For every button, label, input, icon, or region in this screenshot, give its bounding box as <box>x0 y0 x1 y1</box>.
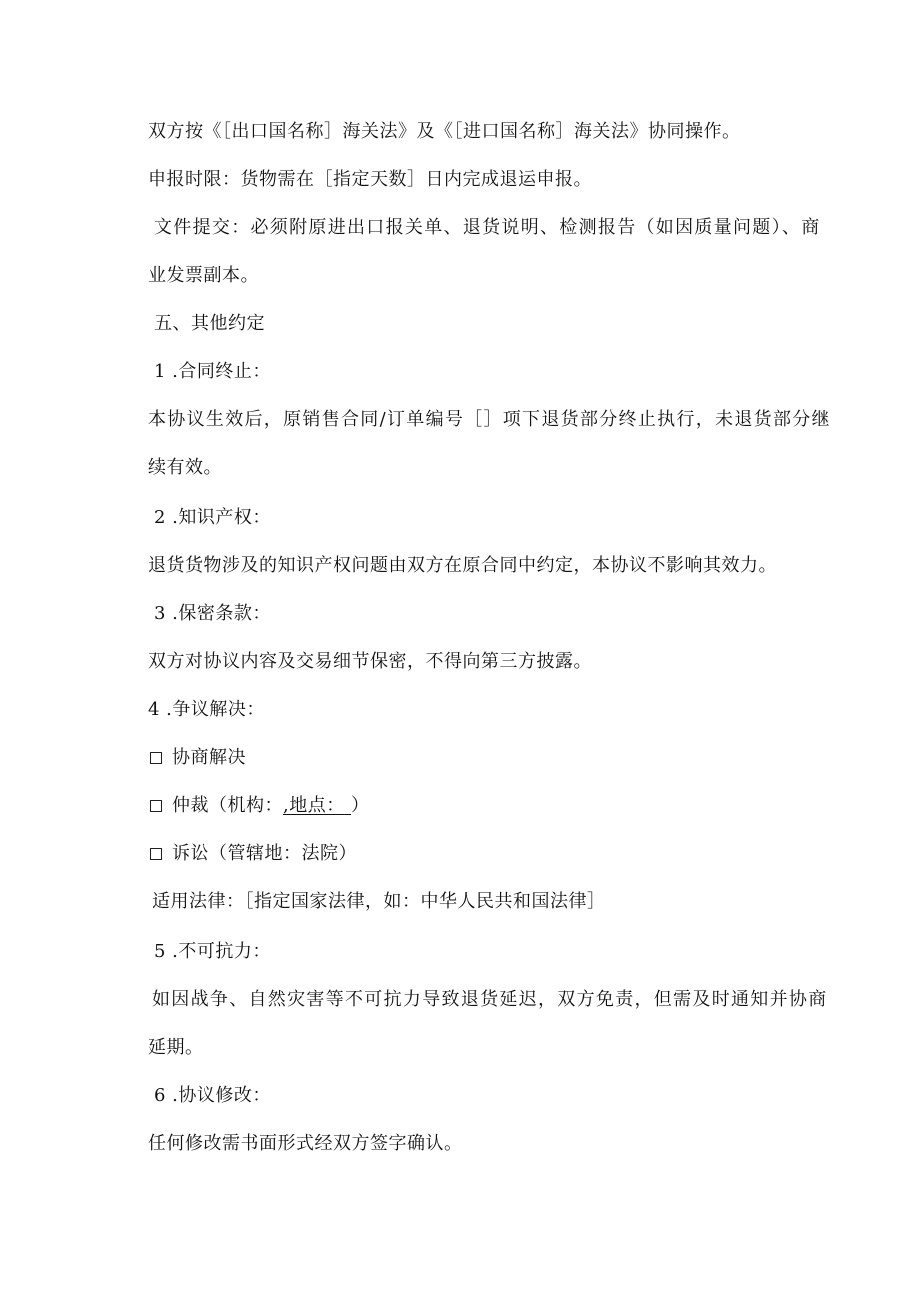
clause-heading-dispute: 4 .争议解决： <box>148 699 265 720</box>
checkbox-negotiation[interactable] <box>150 752 162 764</box>
option-label-litigation: 诉讼（管辖地：法院） <box>172 843 357 864</box>
checkbox-litigation[interactable] <box>150 848 162 860</box>
checkbox-arbitration[interactable] <box>150 800 162 812</box>
paragraph-confidentiality: 双方对协议内容及交易细节保密，不得向第三方披露。 <box>148 651 592 672</box>
section-heading-other-agreements: 五、其他约定 <box>154 313 265 334</box>
dispute-option-arbitration <box>150 794 369 818</box>
arbitration-location-blank: ,地点： <box>283 795 345 816</box>
paragraph-ip: 退货货物涉及的知识产权问题由双方在原合同中约定，本协议不影响其效力。 <box>148 555 777 576</box>
paragraph-customs-law: 双方按《［出口国名称］海关法》及《［进口国名称］海关法》协同操作。 <box>148 121 741 142</box>
dispute-option-litigation <box>150 842 357 866</box>
clause-heading-ip: 2 .知识产权： <box>154 507 271 528</box>
clause-heading-confidentiality: 3 .保密条款： <box>154 603 271 624</box>
paragraph-termination-line1: 本协议生效后，原销售合同/订单编号［］项下退货部分终止执行，未退货部分继 <box>148 409 831 430</box>
paragraph-documents-line1: 文件提交：必须附原进出口报关单、退货说明、检测报告（如因质量问题）、商 <box>154 217 821 238</box>
paragraph-amendment: 任何修改需书面形式经双方签字确认。 <box>148 1133 463 1154</box>
clause-heading-amendment: 6 .协议修改： <box>154 1085 271 1106</box>
option-label-negotiation: 协商解决 <box>172 747 246 768</box>
option-label-arbitration-suffix: ） <box>350 795 370 816</box>
dispute-option-negotiation <box>150 746 246 770</box>
clause-heading-termination: 1 .合同终止： <box>154 361 271 382</box>
paragraph-documents-line2: 业发票副本。 <box>148 265 259 286</box>
option-label-arbitration-prefix: 仲裁（机构： <box>172 795 283 816</box>
paragraph-governing-law: 适用法律：［指定国家法律，如：中华人民共和国法律］ <box>152 891 606 912</box>
paragraph-force-majeure-line1: 如因战争、自然灾害等不可抗力导致退货延迟，双方免责，但需及时通知并协商 <box>152 989 828 1010</box>
clause-heading-force-majeure: 5 .不可抗力： <box>154 941 271 962</box>
paragraph-force-majeure-line2: 延期。 <box>148 1037 204 1058</box>
paragraph-termination-line2: 续有效。 <box>148 457 222 478</box>
paragraph-declaration-deadline: 申报时限：货物需在［指定天数］日内完成退运申报。 <box>148 169 592 190</box>
